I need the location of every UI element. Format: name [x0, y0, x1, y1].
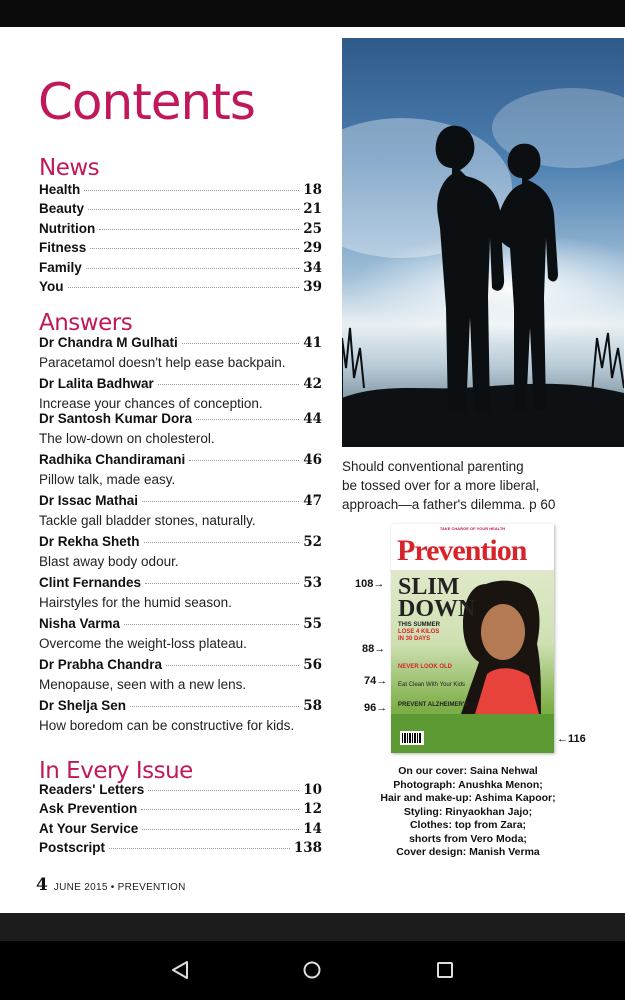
section-heading-answers: Answers: [39, 310, 133, 336]
answer-entry[interactable]: Nisha Varma 55 Overcome the weight-loss plateau.: [39, 616, 322, 652]
answers-list: [39, 335, 322, 739]
answer-entry[interactable]: Dr Prabha Chandra 56 Menopause, seen with a new lens.: [39, 657, 322, 693]
toc-row[interactable]: Family 34: [39, 259, 322, 276]
answer-entry[interactable]: Dr Issac Mathai 47 Tackle gall bladder stones, naturally.: [39, 493, 322, 529]
toc-row[interactable]: Health 18: [39, 182, 322, 198]
answer-entry[interactable]: Dr Santosh Kumar Dora 44 The low-down on cholesterol.: [39, 411, 322, 447]
android-nav-bar: [0, 941, 625, 1000]
cover-marker: ←116: [557, 733, 586, 745]
magazine-cover-thumbnail[interactable]: TAKE CHARGE OF YOUR HEALTH Prevention SLIM DOWN THIS SUMMER LOSE 4 KILOS IN 30 DAYS NEVER LOOK OLD Eat Clean With Your Kids PREVENT ALZHEIMER'S: [391, 524, 554, 753]
toc-row[interactable]: You 39: [39, 278, 322, 295]
answer-entry[interactable]: Dr Chandra M Gulhati 41 Paracetamol doesn't help ease backpain.: [39, 335, 322, 371]
page-number: 4: [36, 875, 48, 895]
toc-row[interactable]: Ask Prevention 12: [39, 801, 322, 818]
footer-text: JUNE 2015 • PREVENTION: [53, 882, 186, 893]
cover-credits: On our cover: Saina Nehwal Photograph: Anushka Menon; Hair and make-up: Ashima Kapoor; Styling: Rinyaokhan Jajo; Clothes: top from Zara; shorts from Vero Moda; Cover design: Manish Verma: [380, 765, 556, 858]
cover-marker: 88→: [362, 643, 386, 655]
page-footer: [36, 875, 186, 895]
toc-row[interactable]: Fitness 29: [39, 240, 322, 257]
recents-square-icon: [436, 961, 454, 979]
section-heading-every-issue: In Every Issue: [39, 758, 193, 784]
toc-row[interactable]: At Your Service 14: [39, 820, 322, 837]
barcode: [400, 731, 424, 745]
answer-entry[interactable]: Dr Shelja Sen 58 How boredom can be constructive for kids.: [39, 698, 322, 734]
toc-row[interactable]: Nutrition 25: [39, 220, 322, 237]
home-button[interactable]: [297, 955, 327, 985]
toc-row[interactable]: Readers' Letters 10: [39, 782, 322, 798]
cover-headline: SLIM DOWN: [398, 574, 476, 622]
answer-entry[interactable]: Radhika Chandiramani 46 Pillow talk, made easy.: [39, 452, 322, 488]
every-issue-list: [39, 782, 322, 860]
news-list: [39, 182, 322, 298]
status-bar: [0, 0, 625, 27]
back-button[interactable]: [165, 955, 195, 985]
cover-marker: 108→: [355, 578, 385, 590]
back-triangle-icon: [171, 960, 189, 980]
cover-marker: 74→: [364, 675, 388, 687]
answer-entry[interactable]: Clint Fernandes 53 Hairstyles for the humid season.: [39, 575, 322, 611]
cover-marker: 96→: [364, 702, 388, 714]
home-circle-icon: [302, 960, 322, 980]
recents-button[interactable]: [430, 955, 460, 985]
father-son-photo: [342, 38, 624, 447]
silhouette-illustration: [342, 38, 624, 447]
answer-entry[interactable]: Dr Lalita Badhwar 42 Increase your chances of conception.: [39, 376, 322, 412]
cover-masthead: Prevention: [391, 532, 554, 570]
toc-row[interactable]: Postscript 138: [39, 840, 322, 857]
page-title: Contents: [38, 73, 255, 131]
magazine-page: [0, 27, 625, 913]
answer-entry[interactable]: Dr Rekha Sheth 52 Blast away body odour.: [39, 534, 322, 570]
photo-caption: Should conventional parenting be tossed over for a more liberal, approach—a father's dilemma. p 60: [342, 459, 556, 512]
reader-toolbar: [0, 913, 625, 941]
toc-row[interactable]: Beauty 21: [39, 201, 322, 218]
section-heading-news: News: [39, 155, 100, 181]
